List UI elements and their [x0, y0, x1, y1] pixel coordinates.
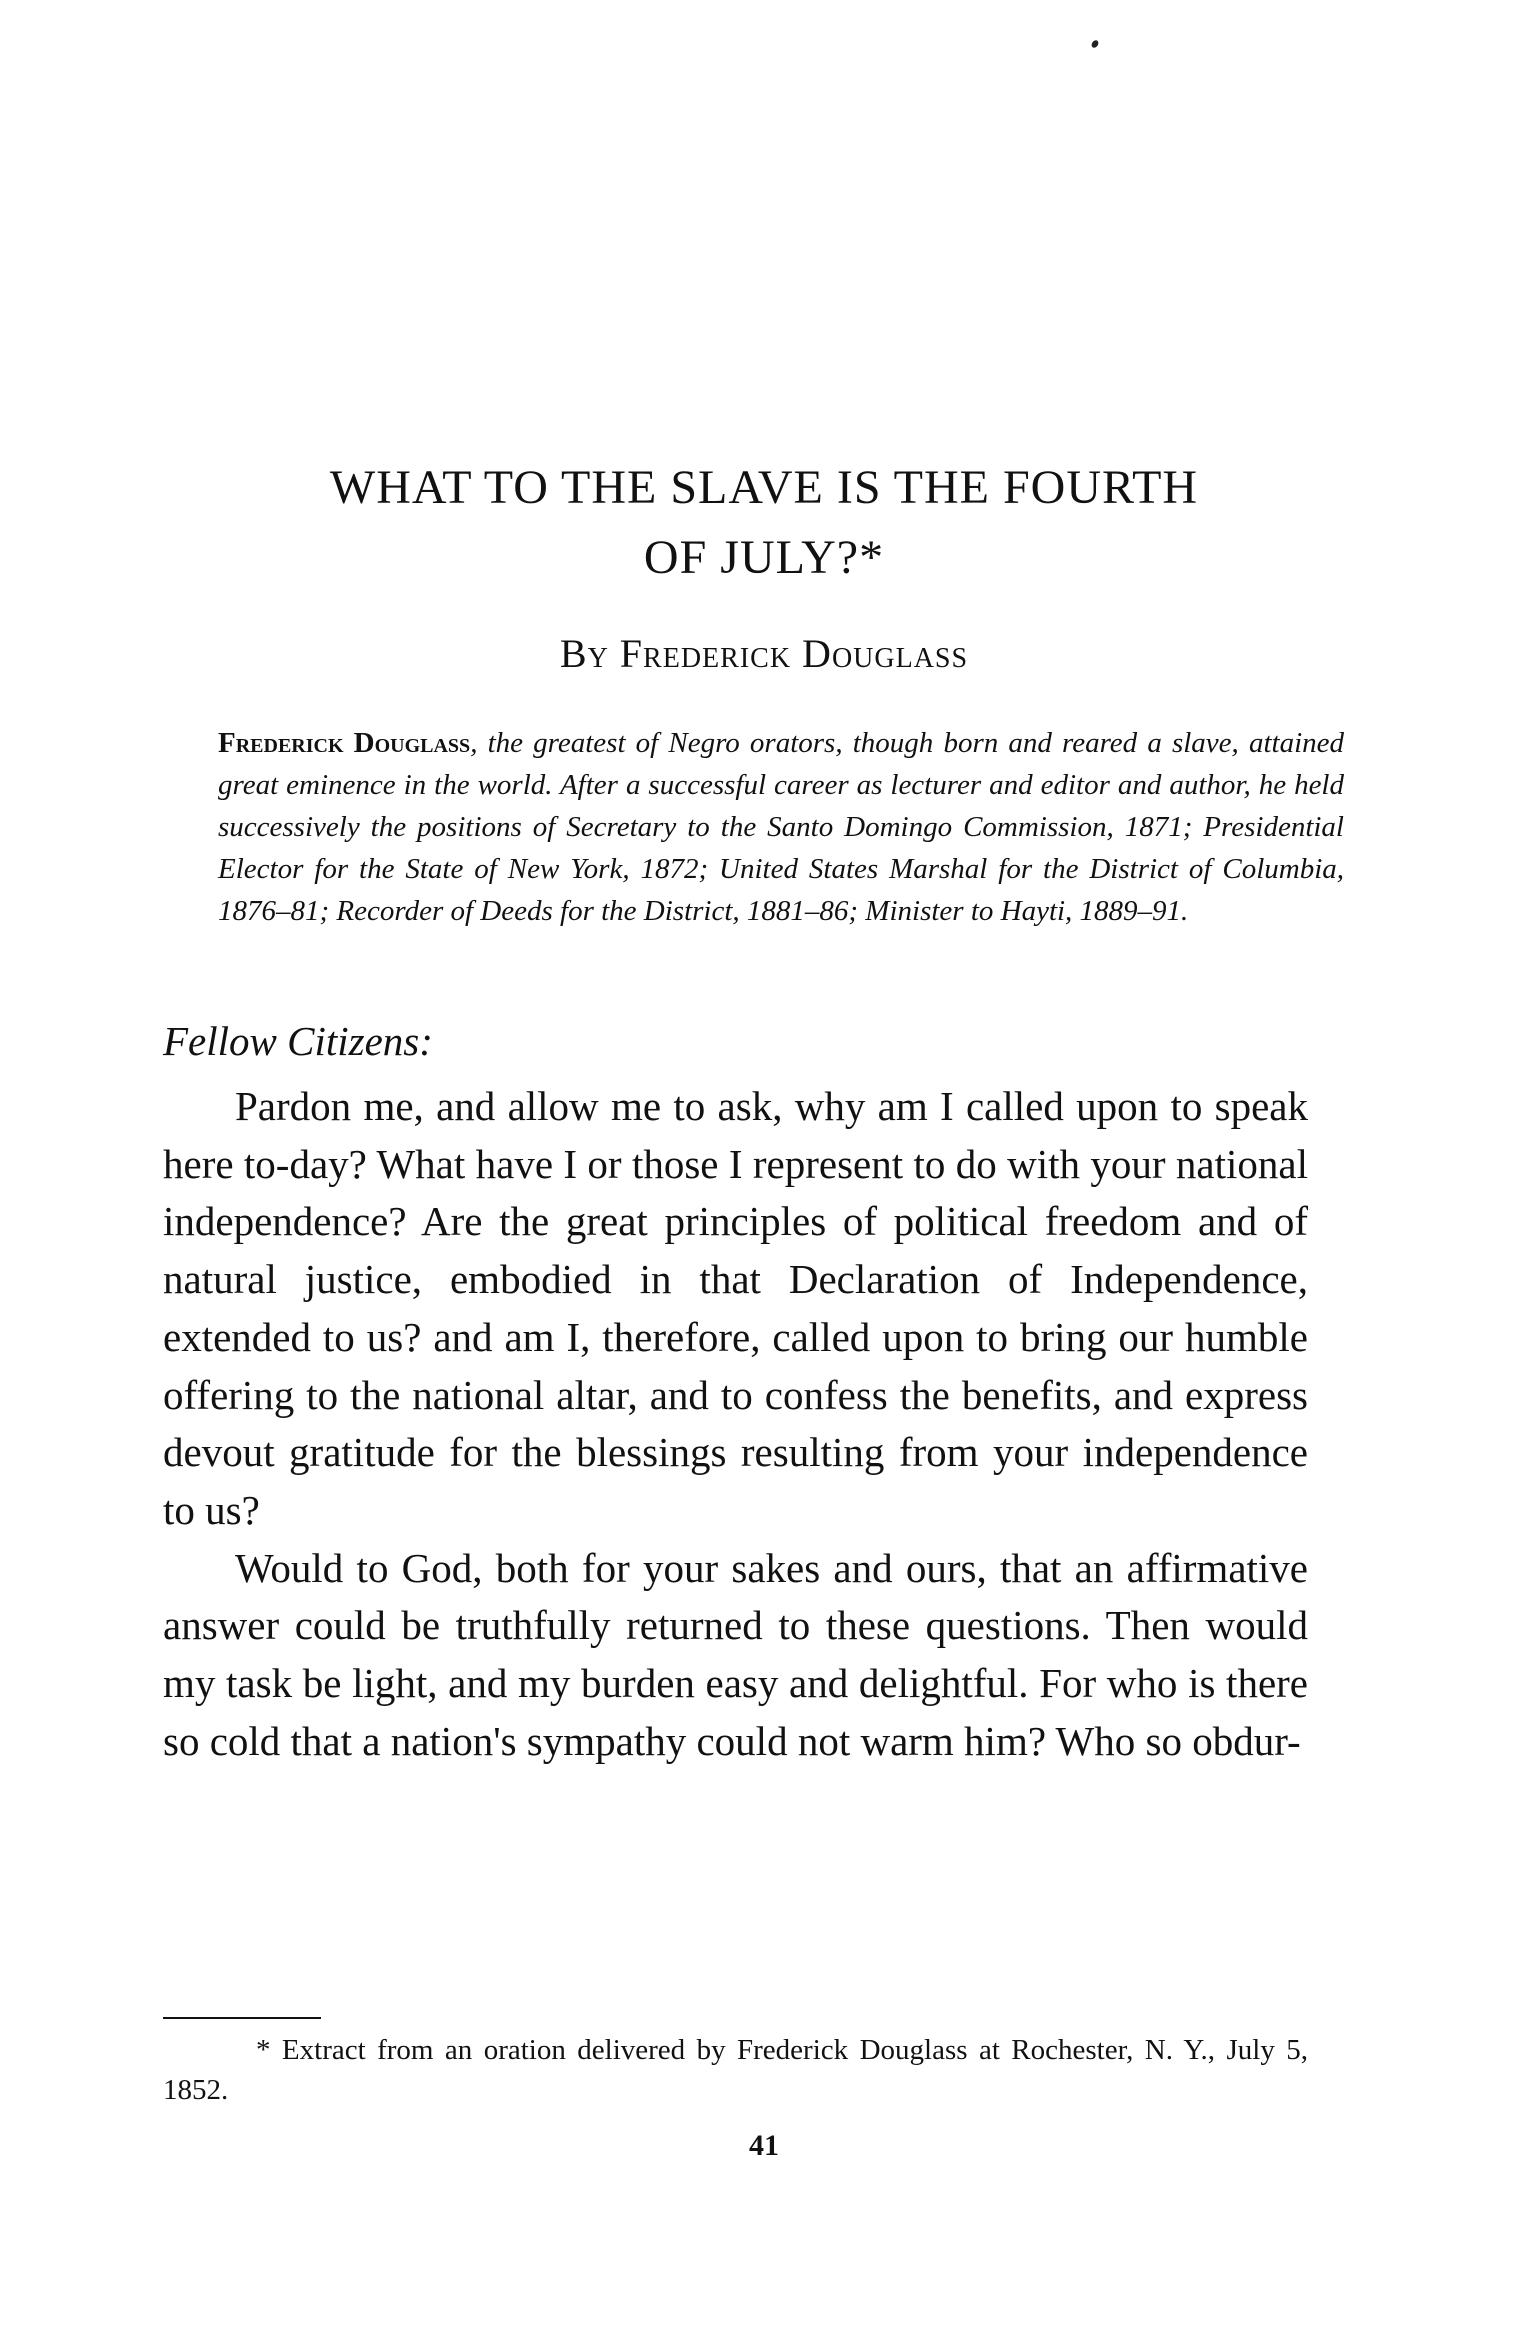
footnote: * Extract from an oration delivered by Frederick Douglass at Rochester, N. Y., July 5, 1852. [163, 2034, 1308, 2106]
page-number: 41 [749, 2129, 779, 2162]
bio-text: , the greatest of Negro orators, though born and reared a slave, attained great eminence in the world. After a successful career as lecturer and editor and author, he held successively the positions of Secretary to the Santo Domingo Commission, 1871; Presidential Elector for the State of New York, 1872; United States Marshal for the District of Columbia, 1876–81; Recorder of Deeds for the District, 1881–86; Minister to Hayti, 1889–91. [218, 727, 1344, 927]
speech-body [163, 1078, 1308, 1770]
author-biography [218, 722, 1344, 932]
chapter-title-line-1: WHAT TO THE SLAVE IS THE FOURTH [329, 461, 1199, 514]
bio-author-name: Frederick Douglass [218, 727, 471, 759]
salutation: Fellow Citizens: [163, 1018, 433, 1064]
chapter-title-line-2: OF JULY?* [643, 531, 885, 584]
paragraph-1: Pardon me, and allow me to ask, why am I called upon to speak here to-day? What have I or those I represent to do with your national independence? Are the great principles of political freedom and of natural justice, embodied in that Declaration of Independence, extended to us? and am I, therefore, called upon to bring our humble offering to the national altar, and to confess the benefits, and express devout gratitude for the blessings resulting from your independence to us? [163, 1083, 1308, 1533]
stray-ink-mark [1090, 39, 1100, 49]
author-byline: By Frederick Douglass [559, 631, 969, 676]
paragraph-2: Would to God, both for your sakes and ours, that an affirmative answer could be truthfully returned to these questions. Then would my task be light, and my burden easy and delightful. For who is there so cold that a nation's sympathy could not warm him? Who so obdur- [163, 1544, 1308, 1764]
footnote-divider [163, 2017, 321, 2019]
